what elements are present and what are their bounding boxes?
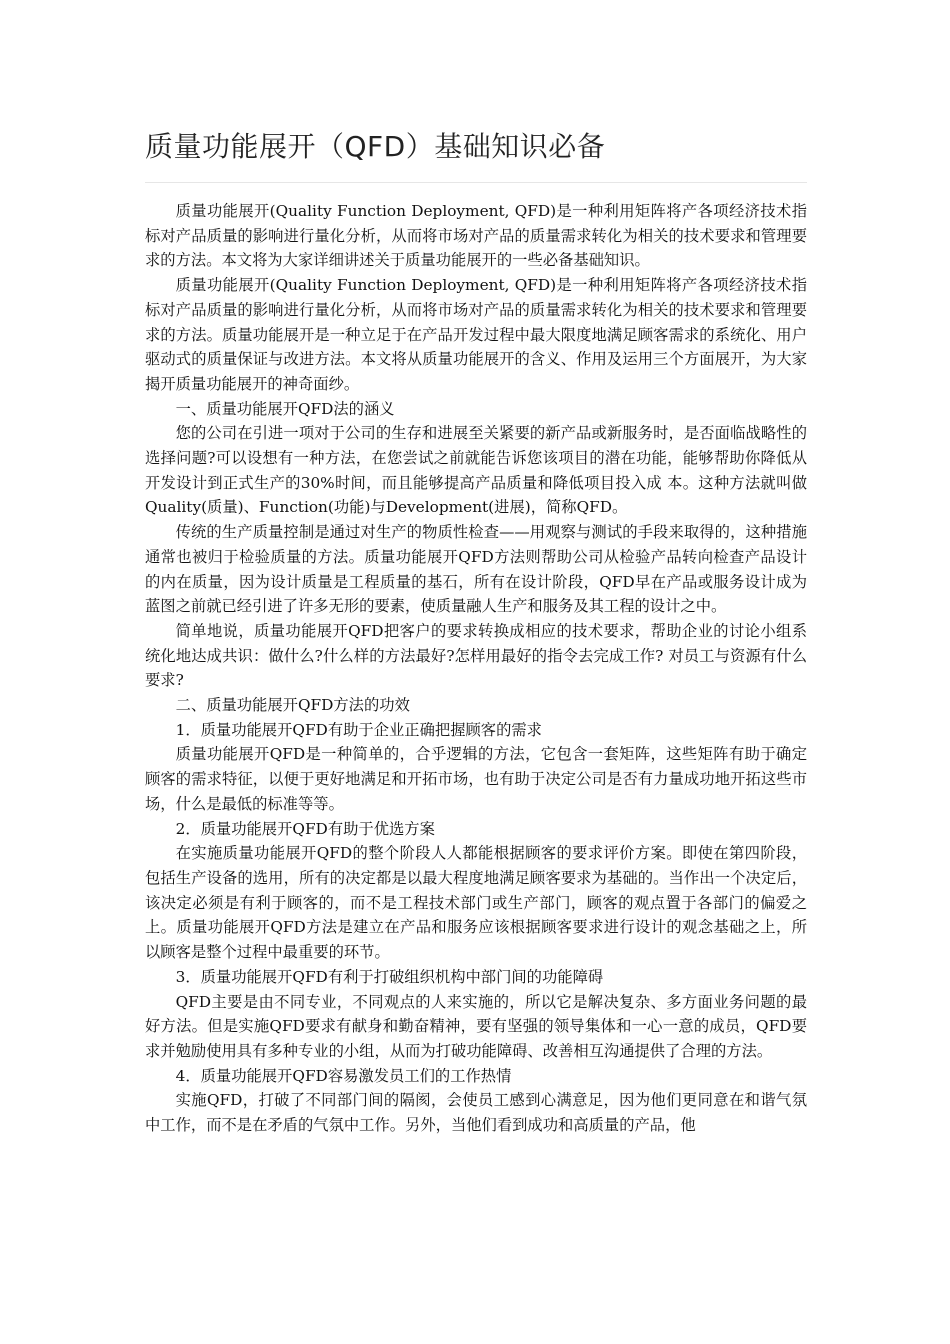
subheading-4: 4．质量功能展开QFD容易激发员工们的工作热情 xyxy=(175,1066,512,1085)
paragraph: QFD主要是由不同专业，不同观点的人来实施的，所以它是解决复杂、多方面业务问题的最好方法。但是实施QFD要求有献身和勤奋精神，要有坚强的领导集体和一心一意的成员，QFD要求并勉励使用具有多种专业的小组，从而为打破功能障碍、改善相互沟通提供了合理的方法。 xyxy=(145,992,807,1060)
section-heading-1: 一、质量功能展开QFD法的涵义 xyxy=(175,399,395,418)
subheading-1: 1．质量功能展开QFD有助于企业正确把握顾客的需求 xyxy=(175,720,542,739)
section-heading-2: 二、质量功能展开QFD方法的功效 xyxy=(175,696,410,715)
paragraph-intro-1: 质量功能展开(Quality Function Deployment, QFD)是一种利用矩阵将产各项经济技术指标对产品质量的影响进行量化分析，从而将市场对产品的质量需求转化为相关的技术要求和管理要求的方法。本文将为大家详细讲述关于质量功能展开的一些必备基础知识。 xyxy=(145,202,807,270)
title-divider xyxy=(145,182,807,183)
paragraph: 实施QFD，打破了不同部门间的隔阂，会使员工感到心满意足，因为他们更同意在和谐气氛中工作，而不是在矛盾的气氛中工作。另外，当他们看到成功和高质量的产品，他 xyxy=(145,1091,807,1135)
subheading-2: 2．质量功能展开QFD有助于优选方案 xyxy=(175,819,435,838)
document-title: 质量功能展开（QFD）基础知识必备 xyxy=(145,130,606,163)
paragraph: 在实施质量功能展开QFD的整个阶段人人都能根据顾客的要求评价方案。即使在第四阶段，包括生产设备的选用，所有的决定都是以最大程度地满足顾客要求为基础的。当作出一个决定后，该决定必须是有利于顾客的，而不是工程技术部门或生产部门，顾客的观点置于各部门的偏爱之上。质量功能展开QFD方法是建立在产品和服务应该根据顾客要求进行设计的观念基础之上，所以顾客是整个过程中最重要的环节。 xyxy=(145,844,807,962)
subheading-3: 3．质量功能展开QFD有利于打破组织机构中部门间的功能障碍 xyxy=(175,967,604,986)
paragraph: 传统的生产质量控制是通过对生产的物质性检查——用观察与测试的手段来取得的，这种措施通常也被归于检验质量的方法。质量功能展开QFD方法则帮助公司从检验产品转向检查产品设计的内在质量，因为设计质量是工程质量的基石，所有在设计阶段，QFD早在产品或服务设计成为蓝图之前就已经引进了许多无形的要素，使质量融人生产和服务及其工程的设计之中。 xyxy=(145,523,807,616)
paragraph: 简单地说，质量功能展开QFD把客户的要求转换成相应的技术要求，帮助企业的讨论小组系统化地达成共识：做什么?什么样的方法最好?怎样用最好的指令去完成工作? 对员工与资源有什么要求? xyxy=(145,621,807,690)
document-body xyxy=(145,199,807,1138)
paragraph: 质量功能展开QFD是一种简单的，合乎逻辑的方法，它包含一套矩阵，这些矩阵有助于确定顾客的需求特征，以便于更好地满足和开拓市场，也有助于决定公司是否有力量成功地开拓这些市场，什么是最低的标准等等。 xyxy=(145,745,807,813)
paragraph: 您的公司在引进一项对于公司的生存和进展至关紧要的新产品或新服务时，是否面临战略性的选择问题?可以设想有一种方法，在您尝试之前就能告诉您该项目的潜在功能，能够帮助你降低从开发设计到正式生产的30%时间，而且能够提高产品质量和降低项目投入成 本。这种方法就叫做Quality(质量)、Function(功能)与Development(进展)，简称QFD。 xyxy=(145,424,807,517)
document-page xyxy=(145,118,807,1138)
paragraph-intro-2: 质量功能展开(Quality Function Deployment, QFD)是一种利用矩阵将产各项经济技术指标对产品质量的影响进行量化分析，从而将市场对产品的质量需求转化为相关的技术要求和管理要求的方法。质量功能展开是一种立足于在产品开发过程中最大限度地满足顾客需求的系统化、用户驱动式的质量保证与改进方法。本文将从质量功能展开的含义、作用及运用三个方面展开，为大家揭开质量功能展开的神奇面纱。 xyxy=(145,276,807,393)
